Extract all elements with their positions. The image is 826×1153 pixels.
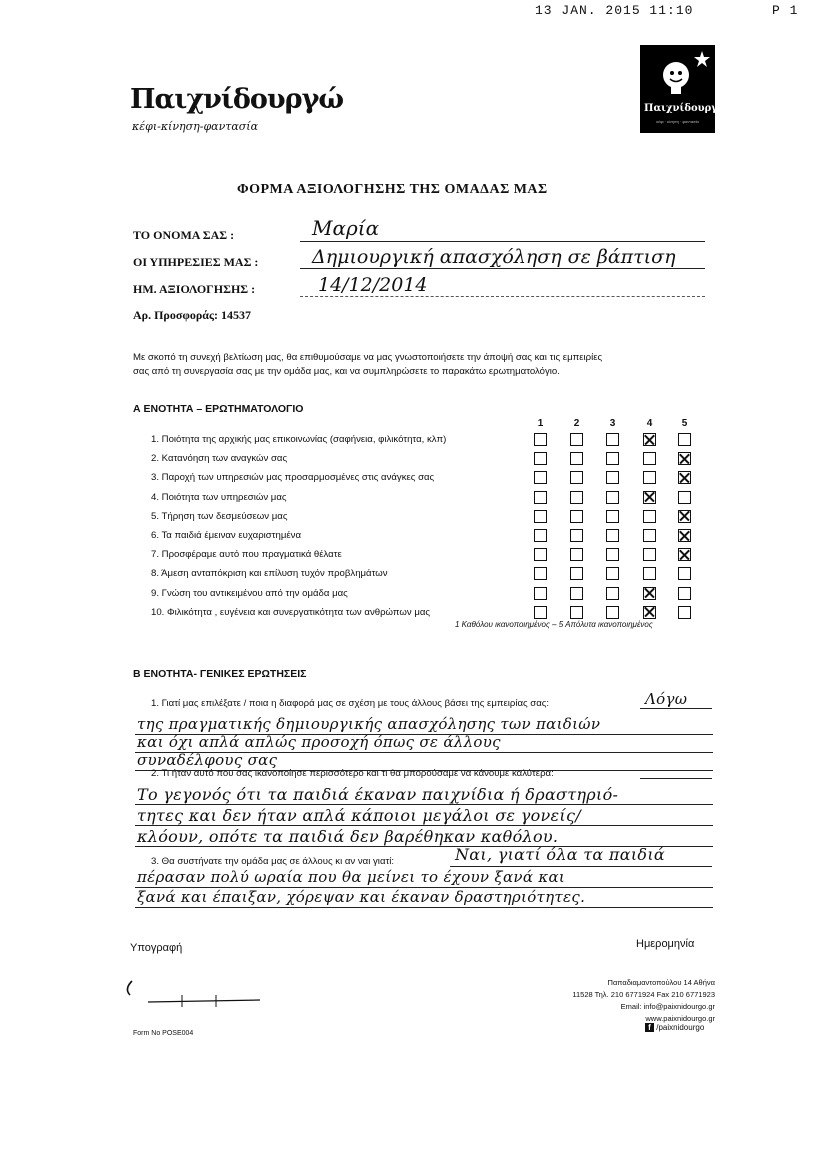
rating-column-header: 5 xyxy=(681,418,688,429)
rating-checkbox[interactable] xyxy=(534,510,547,523)
rating-column-header: 2 xyxy=(573,418,580,429)
rating-checkbox[interactable] xyxy=(678,491,691,504)
footer-social xyxy=(645,1023,704,1032)
q1-text: 1. Γιατί μας επιλέξατε / ποια η διαφορά μας σε σχέση με τους άλλους βάσει της εμπειρίας σας: xyxy=(151,698,550,709)
rating-checkbox[interactable] xyxy=(534,548,547,561)
signature-mark xyxy=(120,975,270,1015)
rating-checkbox[interactable] xyxy=(643,529,656,542)
scale-note: 1 Καθόλου ικανοποιημένος – 5 Απόλυτα ικανοποιημένος xyxy=(455,620,653,629)
rating-checkbox[interactable] xyxy=(643,491,656,504)
q3-text: 3. Θα συστήνατε την ομάδα μας σε άλλους κι αν ναι γιατί: xyxy=(151,856,395,867)
rating-checkbox[interactable] xyxy=(643,606,656,619)
rating-checkbox[interactable] xyxy=(570,587,583,600)
rating-checkbox[interactable] xyxy=(678,471,691,484)
brand-name: Παιχνίδουργώ xyxy=(130,84,344,115)
answer-underline xyxy=(135,804,713,805)
handwritten-answer-line: Το γεγονός ότι τα παιδιά έκαναν παιχνίδια ή δραστηριό- xyxy=(137,785,619,804)
rating-checkbox[interactable] xyxy=(606,433,619,446)
rating-checkbox[interactable] xyxy=(534,529,547,542)
services-value: Δημιουργική απασχόληση σε βάπτιση xyxy=(312,246,676,268)
handwritten-answer-line: πέρασαν πολύ ωραία που θα μείνει το έχουν ξανά και xyxy=(137,868,566,886)
rating-checkbox[interactable] xyxy=(570,452,583,465)
rating-checkbox[interactable] xyxy=(606,567,619,580)
logo-badge-subtext: κέφι · κίνηση · φαντασία xyxy=(656,119,699,124)
name-value: Μαρία xyxy=(312,216,380,240)
question-text: 9. Γνώση του αντικειμένου από την ομάδα μας xyxy=(151,587,348,599)
rating-checkbox[interactable] xyxy=(643,471,656,484)
handwritten-answer-line: κλόουν, οπότε τα παιδιά δεν βαρέθηκαν καθόλου. xyxy=(137,827,559,846)
question-text: 7. Προσφέραμε αυτό που πραγματικά θέλατε xyxy=(151,549,342,561)
services-label: ΟΙ ΥΠΗΡΕΣΙΕΣ ΜΑΣ : xyxy=(133,255,259,269)
rating-column-header: 1 xyxy=(537,418,544,429)
footer-address: Παπαδιαμαντοπούλου 14 Αθήνα xyxy=(607,978,715,987)
rating-checkbox[interactable] xyxy=(570,606,583,619)
rating-checkbox[interactable] xyxy=(570,491,583,504)
question-text: 3. Παροχή των υπηρεσιών μας προσαρμοσμένες στις ανάγκες σας xyxy=(151,472,435,484)
handwritten-answer-line: τητες και δεν ήταν απλά κάποιοι μεγάλοι σε γονείς/ xyxy=(137,806,581,825)
q1-answer-inline: Λόγω xyxy=(645,690,688,708)
rating-checkbox[interactable] xyxy=(606,471,619,484)
footer-email: Email: info@paixnidourgo.gr xyxy=(620,1002,715,1011)
rating-checkbox[interactable] xyxy=(643,433,656,446)
rating-checkbox[interactable] xyxy=(606,491,619,504)
rating-checkbox[interactable] xyxy=(534,606,547,619)
rating-checkbox[interactable] xyxy=(606,587,619,600)
rating-checkbox[interactable] xyxy=(678,433,691,446)
footer-social-handle: /paixnidourgo xyxy=(656,1023,705,1032)
rating-checkbox[interactable] xyxy=(678,548,691,561)
handwritten-answer-line: και όχι απλά απλώς προσοχή όπως σε άλλους xyxy=(137,733,501,751)
rating-checkbox[interactable] xyxy=(534,452,547,465)
footer-web: www.paixnidourgo.gr xyxy=(645,1014,715,1023)
rating-checkbox[interactable] xyxy=(678,510,691,523)
question-text: 8. Άμεση ανταπόκριση και επίλυση τυχόν προβλημάτων xyxy=(151,568,388,580)
rating-checkbox[interactable] xyxy=(643,567,656,580)
date-signature-label: Ημερομηνία xyxy=(636,938,695,950)
question-text: 4. Ποιότητα των υπηρεσιών μας xyxy=(151,491,287,503)
section-b-heading: Β ΕΝΟΤΗΤΑ- ΓΕΝΙΚΕΣ ΕΡΩΤΗΣΕΙΣ xyxy=(133,668,307,680)
rating-checkbox[interactable] xyxy=(570,567,583,580)
signature-label: Υπογραφή xyxy=(130,942,183,954)
question-text: 6. Τα παιδιά έμειναν ευχαριστημένα xyxy=(151,530,302,541)
rating-checkbox[interactable] xyxy=(643,587,656,600)
question-text: 1. Ποιότητα της αρχικής μας επικοινωνίας (σαφήνεια, φιλικότητα, κλπ) xyxy=(151,434,447,445)
rating-checkbox[interactable] xyxy=(606,548,619,561)
date-underline xyxy=(300,296,705,297)
rating-checkbox[interactable] xyxy=(678,606,691,619)
offer-number: Αρ. Προσφοράς: 14537 xyxy=(133,308,252,322)
answer-underline xyxy=(135,907,713,908)
rating-checkbox[interactable] xyxy=(534,587,547,600)
q2-inline-underline xyxy=(640,778,712,779)
date-label: ΗΜ. ΑΞΙΟΛΟΓΗΣΗΣ : xyxy=(133,282,256,296)
q3-answer-inline: Ναι, γιατί όλα τα παιδιά xyxy=(455,845,666,864)
section-a-heading: Α ΕΝΟΤΗΤΑ – ΕΡΩΤΗΜΑΤΟΛΟΓΙΟ xyxy=(133,403,304,415)
date-value: 14/12/2014 xyxy=(318,274,428,296)
rating-checkbox[interactable] xyxy=(534,471,547,484)
form-title: ΦΟΡΜΑ ΑΞΙΟΛΟΓΗΣΗΣ ΤΗΣ ΟΜΑΔΑΣ ΜΑΣ xyxy=(237,182,548,197)
fax-page-number: P 1 xyxy=(772,3,799,18)
rating-checkbox[interactable] xyxy=(643,510,656,523)
question-text: 5. Τήρηση των δεσμεύσεων μας xyxy=(151,510,288,522)
rating-checkbox[interactable] xyxy=(570,548,583,561)
rating-checkbox[interactable] xyxy=(606,529,619,542)
rating-checkbox[interactable] xyxy=(678,567,691,580)
name-label: ΤΟ ΟΝΟΜΑ ΣΑΣ : xyxy=(133,228,235,242)
rating-column-header: 4 xyxy=(646,418,653,429)
question-text: 10. Φιλικότητα , ευγένεια και συνεργατικότητα των ανθρώπων μας xyxy=(151,606,431,618)
footer-phone: 11528 Τηλ. 210 6771924 Fax 210 6771923 xyxy=(572,990,715,999)
rating-checkbox[interactable] xyxy=(606,606,619,619)
rating-checkbox[interactable] xyxy=(570,529,583,542)
rating-checkbox[interactable] xyxy=(606,510,619,523)
handwritten-answer-line: της πραγματικής δημιουργικής απασχόλησης των παιδιών xyxy=(137,715,601,733)
facebook-icon: f xyxy=(645,1023,654,1032)
q1-inline-underline xyxy=(640,708,712,709)
rating-column-header: 3 xyxy=(609,418,616,429)
rating-checkbox[interactable] xyxy=(570,510,583,523)
services-underline xyxy=(300,268,705,269)
brand-tagline: κέφι-κίνηση-φαντασία xyxy=(132,120,259,133)
rating-checkbox[interactable] xyxy=(678,587,691,600)
rating-checkbox[interactable] xyxy=(534,567,547,580)
rating-checkbox[interactable] xyxy=(570,471,583,484)
intro-line-2: σας από τη συνεργασία σας με την ομάδα μας, και να συμπληρώσετε το παρακάτω ερωτηματολόγιο. xyxy=(133,366,560,377)
fax-datetime: 13 JAN. 2015 11:10 xyxy=(535,3,694,18)
rating-checkbox[interactable] xyxy=(534,491,547,504)
handwritten-answer-line: συναδέλφους σας xyxy=(137,751,278,769)
rating-checkbox[interactable] xyxy=(643,548,656,561)
rating-checkbox[interactable] xyxy=(570,433,583,446)
answer-underline xyxy=(135,825,713,826)
q3-inline-underline xyxy=(450,866,712,867)
handwritten-answer-line: ξανά και έπαιξαν, χόρεψαν και έκαναν δραστηριότητες. xyxy=(137,888,586,906)
question-text: 2. Κατανόηση των αναγκών σας xyxy=(151,453,288,465)
rating-checkbox[interactable] xyxy=(534,433,547,446)
logo-badge-text: Παιχνίδουργώ xyxy=(644,103,728,114)
rating-checkbox[interactable] xyxy=(678,529,691,542)
form-id: Form No POSE004 xyxy=(133,1030,194,1037)
intro-line-1: Με σκοπό τη συνεχή βελτίωση μας, θα επιθυμούσαμε να μας γνωστοποιήσετε την άποψή σας και τις εμπειρίες xyxy=(133,352,603,363)
q2-text: 2. Τι ήταν αυτό που σας ικανοποίησε περισσότερο και τι θα μπορούσαμε να κάνουμε καλύτερα: xyxy=(151,768,554,779)
name-underline xyxy=(300,241,705,242)
rating-checkbox[interactable] xyxy=(643,452,656,465)
logo-badge xyxy=(640,45,728,133)
rating-checkbox[interactable] xyxy=(606,452,619,465)
rating-checkbox[interactable] xyxy=(678,452,691,465)
